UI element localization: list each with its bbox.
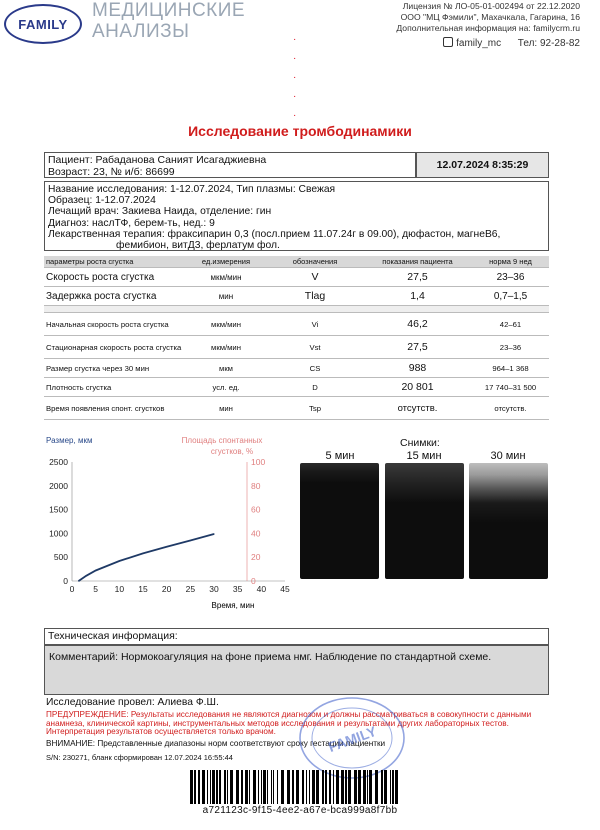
barcode-bar (312, 770, 315, 804)
header-cell: норма 9 нед (472, 256, 549, 268)
technical-info: Техническая информация: (44, 628, 549, 645)
param-unit: мкм/мин (185, 313, 267, 336)
barcode-bar (363, 770, 366, 804)
snapshot-image-15min (385, 463, 464, 579)
company-address: ООО "МЦ Фэмили", Махачкала, Гагарина, 16 (400, 12, 580, 22)
y-tick-label: 500 (53, 552, 68, 563)
y-tick-label: 1000 (49, 528, 68, 539)
barcode-bar (325, 770, 327, 804)
param-value: 988 (363, 359, 472, 378)
comment-box: Комментарий: Нормокоагуляция на фоне приема нмг. Наблюдение по стандартной схеме. (44, 645, 549, 695)
x-tick-label: 30 (209, 584, 219, 594)
barcode-bar (384, 770, 387, 804)
data-point (213, 533, 214, 534)
barcode (190, 770, 400, 804)
param-value: 1,4 (363, 287, 472, 306)
barcode-bar (306, 770, 307, 804)
snapshot-label: 15 мин (406, 450, 442, 462)
family-logo: FAMILY (4, 4, 82, 44)
phone-text: Тел: 92-28-82 (517, 38, 580, 49)
y-tick-label: 1500 (49, 504, 68, 515)
param-symbol: Tlag (267, 287, 363, 306)
instagram-handle: family_mc (456, 38, 502, 49)
barcode-bar (316, 770, 319, 804)
param-unit: мкм/мин (185, 268, 267, 287)
barcode-bar (292, 770, 294, 804)
barcode-bar (345, 770, 347, 804)
barcode-bar (336, 770, 339, 804)
param-norm: 17 740–31 500 (472, 378, 549, 397)
table-header (44, 256, 549, 268)
data-point (166, 546, 167, 547)
table-row (44, 397, 549, 420)
data-point (142, 553, 143, 554)
warning-text: ПРЕДУПРЕЖДЕНИЕ: Результаты исследования не являются диагнозом и должны рассматриваться в совокупности с данными анамнеза, клинической картины, инструментальных методов исследования и результатами других лабораторных тестов. Интерпретация результатов осуществляется только врачом. (46, 710, 532, 737)
x-tick-label: 35 (232, 584, 243, 594)
instagram-icon (443, 37, 453, 47)
data-point (119, 560, 120, 561)
barcode-bar (227, 770, 228, 804)
study-line: Образец: 1-12.07.2024 (48, 195, 156, 207)
param-symbol: Vst (267, 336, 363, 359)
conducted-by: Исследование провел: Алиева Ф.Ш. (46, 697, 219, 708)
x-tick-label: 25 (185, 584, 196, 594)
table-row (44, 268, 549, 287)
study-line: Название исследования: 1-12.07.2024, Тип плазмы: Свежая (48, 184, 336, 195)
attention-text: ВНИМАНИЕ: Представленные диапазоны норм соответствуют сроку гестации пациентки (46, 739, 386, 748)
barcode-bar (212, 770, 215, 804)
barcode-bar (273, 770, 274, 804)
x-tick-label: 5 (93, 584, 99, 594)
param-value: 46,2 (363, 313, 472, 336)
param-symbol: CS (267, 359, 363, 378)
barcode-bar (194, 770, 196, 804)
param-symbol: Vi (267, 313, 363, 336)
header-cell: показания пациента (363, 256, 472, 268)
param-norm: 23–36 (472, 336, 549, 359)
param-unit: мкм/мин (185, 336, 267, 359)
param-name: Задержка роста сгустка (44, 287, 185, 306)
x-tick-label: 0 (69, 584, 75, 594)
table-row (44, 359, 549, 378)
snapshots-title: Снимки: (400, 437, 440, 449)
barcode-bar (358, 770, 361, 804)
barcode-bar (198, 770, 200, 804)
param-name: Плотность сгустка (44, 378, 185, 397)
y2-axis-label: Площадь спонтанных (181, 436, 263, 445)
barcode-bar (367, 770, 368, 804)
data-point (190, 540, 191, 541)
header-cell: обозначения (267, 256, 363, 268)
x-tick-label: 15 (138, 584, 148, 594)
study-info-box (44, 181, 549, 251)
param-name: Размер сгустка через 30 мин (44, 359, 185, 378)
table-row (44, 287, 549, 306)
barcode-bar (348, 770, 351, 804)
barcode-bar (277, 770, 278, 804)
x-tick-label: 20 (161, 584, 172, 594)
snapshot-label: 30 мин (490, 450, 526, 462)
y2-axis-label: сгустков, % (210, 447, 254, 456)
barcode-bar (249, 770, 250, 804)
barcode-bar (341, 770, 344, 804)
barcode-bar (258, 770, 259, 804)
param-unit: мкм (185, 359, 267, 378)
clot-growth-chart (40, 432, 300, 617)
table-separator (44, 306, 549, 313)
header-cell: ед.измерения (185, 256, 267, 268)
barcode-bar (375, 770, 378, 804)
y-tick-label: 0 (63, 576, 68, 586)
y2-tick-label: 0 (251, 576, 256, 586)
barcode-bar (263, 770, 266, 804)
param-symbol: V (267, 268, 363, 287)
barcode-bar (224, 770, 226, 804)
patient-name: Пациент: Рабаданова Саният Исагаджиевна (48, 154, 267, 166)
param-unit: мин (185, 397, 267, 420)
license-text: Лицензия № ЛО-05-01-002494 от 22.12.2020 (402, 1, 580, 11)
param-symbol: Tsp (267, 397, 363, 420)
param-name: Скорость роста сгустка (44, 268, 185, 287)
barcode-bar (322, 770, 324, 804)
barcode-bar (202, 770, 205, 804)
barcode-bar (302, 770, 304, 804)
y-tick-label: 2000 (49, 480, 68, 491)
x-tick-label: 40 (256, 584, 267, 594)
brand-name: МЕДИЦИНСКИЕ АНАЛИЗЫ (92, 0, 246, 42)
param-symbol: D (267, 378, 363, 397)
barcode-bar (207, 770, 208, 804)
param-value: 27,5 (363, 268, 472, 287)
param-value: 27,5 (363, 336, 472, 359)
barcode-bar (392, 770, 394, 804)
barcode-bar (230, 770, 233, 804)
barcode-bar (253, 770, 256, 804)
patient-age: Возраст: 23, № и/б: 86699 (48, 166, 175, 178)
header-cell: параметры роста сгустка (44, 256, 185, 268)
param-norm: 23–36 (472, 268, 549, 287)
study-line: Диагноз: наслТФ, берем-ть, нед.: 9 (48, 217, 215, 229)
page-title: Исследование тромбодинамики (188, 123, 412, 139)
param-norm: 964–1 368 (472, 359, 549, 378)
barcode-bar (219, 770, 221, 804)
y2-tick-label: 40 (251, 528, 261, 539)
series-line (79, 534, 214, 581)
table-row (44, 313, 549, 336)
barcode-bar (267, 770, 268, 804)
barcode-bar (261, 770, 262, 804)
barcode-bar (210, 770, 211, 804)
serial-number: S/N: 230271, бланк сформирован 12.07.2024 16:55:44 (46, 753, 233, 762)
barcode-bar (333, 770, 334, 804)
barcode-bar (395, 770, 398, 804)
param-unit: мин (185, 287, 267, 306)
param-norm: отсутств. (472, 397, 549, 420)
y2-tick-label: 80 (251, 480, 261, 491)
barcode-bar (190, 770, 193, 804)
barcode-bar (354, 770, 357, 804)
y2-tick-label: 100 (251, 457, 266, 467)
barcode-bar (271, 770, 272, 804)
parameters-table (44, 256, 549, 420)
param-unit: усл. ед. (185, 378, 267, 397)
decorative-dots: · · · · · (293, 34, 297, 121)
table-row (44, 378, 549, 397)
barcode-bar (216, 770, 218, 804)
y-axis-label: Размер, мкм (46, 436, 93, 445)
y2-tick-label: 60 (251, 504, 261, 515)
patient-box (44, 152, 416, 178)
study-line: Лекарственная терапия: фраксипарин 0,3 (посл.прием 11.07.24г в 09.00), дюфастон, магнеВ6, (48, 228, 501, 240)
x-tick-label: 10 (114, 584, 125, 594)
data-point (78, 580, 79, 581)
barcode-bar (245, 770, 248, 804)
param-norm: 0,7–1,5 (472, 287, 549, 306)
study-line: фемибион, витД3, ферлатум фол. (116, 240, 280, 252)
table-row (44, 336, 549, 359)
social-line (396, 37, 580, 49)
snapshot-label: 5 мин (325, 450, 355, 462)
barcode-bar (241, 770, 243, 804)
svg-text:FAMILY: FAMILY (326, 722, 379, 756)
barcode-bar (369, 770, 372, 804)
barcode-bar (390, 770, 391, 804)
param-name: Время появления спонт. сгустков (44, 397, 185, 420)
barcode-bar (287, 770, 290, 804)
barcode-bar (281, 770, 284, 804)
param-value: отсутств. (363, 397, 472, 420)
x-tick-label: 45 (280, 584, 290, 594)
snapshot-image-30min (469, 463, 548, 579)
snapshot-image-5min (300, 463, 379, 579)
data-point (86, 575, 87, 576)
param-name: Стационарная скорость роста сгустка (44, 336, 185, 359)
barcode-bar (309, 770, 310, 804)
param-norm: 42–61 (472, 313, 549, 336)
x-axis-label: Время, мин (211, 601, 255, 610)
barcode-bar (329, 770, 331, 804)
data-point (95, 570, 96, 571)
param-name: Начальная скорость роста сгустка (44, 313, 185, 336)
y-tick-label: 2500 (49, 457, 68, 467)
barcode-bar (236, 770, 239, 804)
info-site: Дополнительная информация на: familycrm.ru (396, 23, 580, 33)
y2-tick-label: 20 (251, 552, 261, 563)
barcode-bar (381, 770, 383, 804)
company-info (396, 1, 580, 49)
barcode-id: a721123c-9f15-4ee2-a67e-bca999a8f7bb (202, 805, 398, 816)
param-value: 20 801 (363, 378, 472, 397)
barcode-bar (296, 770, 299, 804)
study-line: Лечащий врач: Закиева Наида, отделение: гин (48, 206, 272, 218)
study-datetime: 12.07.2024 8:35:29 (416, 152, 549, 178)
